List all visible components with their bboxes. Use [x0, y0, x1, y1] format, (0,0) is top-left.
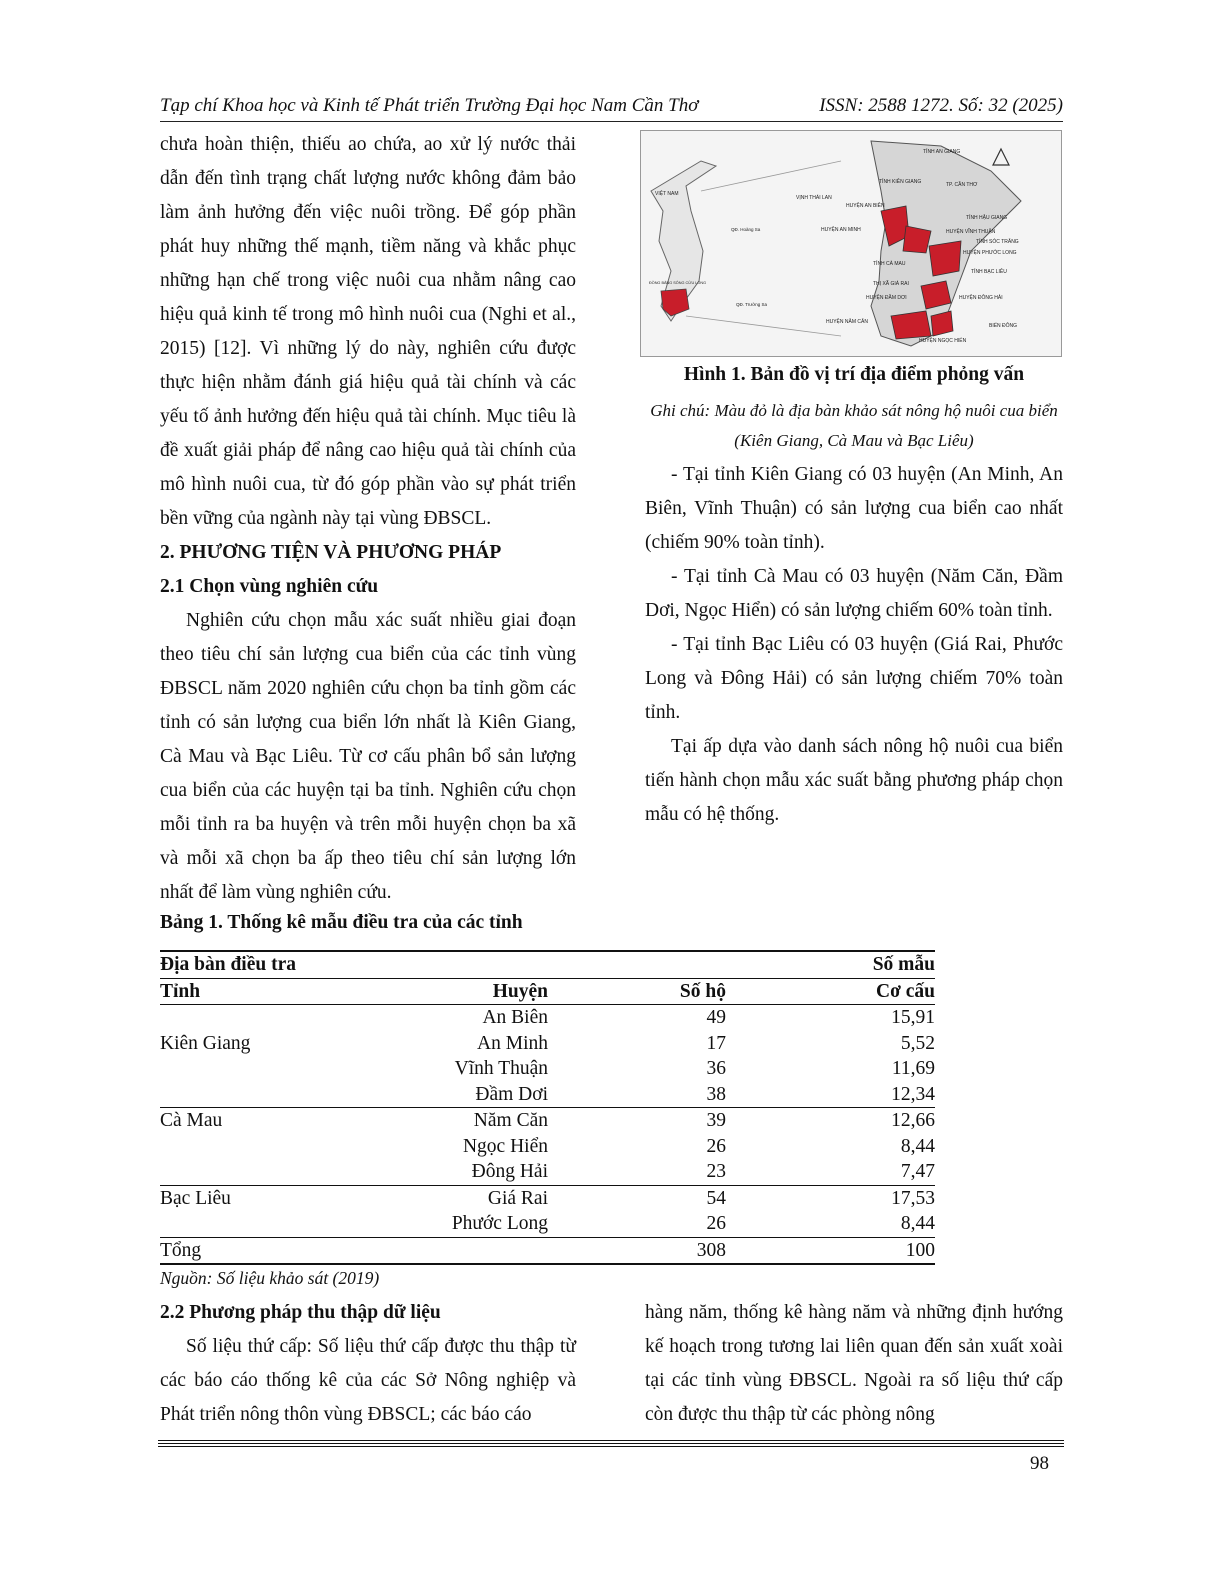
label-gia-rai: THỊ XÃ GIÁ RAI — [873, 281, 909, 287]
header-district: Huyện — [360, 978, 548, 1005]
study-area-map — [640, 130, 1062, 357]
table-total-row — [160, 1237, 935, 1264]
cell-district: An Minh — [477, 1032, 548, 1054]
cell-households: 54 — [548, 1185, 726, 1211]
label-truong-sa: QĐ. Trường Sa — [736, 302, 767, 307]
sampling-paragraph: Tại ấp dựa vào danh sách nông hộ nuôi cua biển tiến hành chọn mẫu xác suất bằng phương pháp chọn mẫu có hệ thống. — [645, 736, 1063, 825]
cell-district: Ngọc Hiển — [462, 1135, 548, 1157]
cell-province: Bạc Liêu — [160, 1185, 360, 1211]
section-2-1-heading: 2.1 Chọn vùng nghiên cứu — [160, 576, 379, 597]
cell-households: 36 — [706, 1058, 726, 1080]
cell-district: Vĩnh Thuận — [454, 1058, 548, 1080]
header-share: Cơ cấu — [726, 978, 935, 1005]
section-2-2-heading: 2.2 Phương pháp thu thập dữ liệu — [160, 1302, 441, 1323]
label-bac-lieu: TỈNH BẠC LIÊU — [971, 269, 1007, 275]
section-2-2-paragraph-right: hàng năm, thống kê hàng năm và những định hướng kế hoạch trong tương lai liên quan đến sản xuất xoài tại các tỉnh vùng ĐBSCL. Ngoài ra số liệu thứ cấp còn được thu thập từ các phòng nông — [645, 1302, 1063, 1425]
sample-table — [160, 950, 935, 1265]
cell-province: Kiên Giang — [160, 1032, 251, 1054]
label-an-minh: HUYỆN AN MINH — [821, 227, 861, 233]
label-soc-trang: TỈNH SÓC TRĂNG — [976, 239, 1019, 245]
figure-caption: Hình 1. Bản đồ vị trí địa điểm phỏng vấn — [683, 364, 1025, 385]
label-dbscl: ĐỒNG BẰNG SÔNG CỬU LONG — [649, 281, 707, 285]
section-2-2-right — [645, 1296, 1063, 1432]
label-kien-giang: TỈNH KIÊN GIANG — [879, 179, 922, 185]
bullet-kien-giang: - Tại tỉnh Kiên Giang có 03 huyện (An Minh, An Biên, Vĩnh Thuận) có sản lượng cua biển cao nhất (chiếm 90% toàn tỉnh). — [645, 464, 1063, 553]
section-2-2-paragraph-left: Số liệu thứ cấp: Số liệu thứ cấp được thu thập từ các báo cáo thống kê của các Sở Nông nghiệp và Phát triển nông thôn vùng ĐBSCL; các báo cáo — [160, 1336, 576, 1425]
cell-share: 12,34 — [891, 1083, 935, 1105]
cell-share: 17,53 — [726, 1185, 935, 1211]
table-row — [160, 1056, 935, 1082]
issn: ISSN: 2588 1272. Số: 32 (2025) — [819, 95, 1063, 116]
section-2-2-left — [160, 1296, 576, 1432]
cell-district: Năm Căn — [360, 1108, 548, 1134]
cell-district: Phước Long — [451, 1213, 548, 1235]
header-households: Số hộ — [548, 978, 726, 1005]
label-vinh-thuan: HUYỆN VĨNH THUẬN — [946, 229, 996, 235]
label-ca-mau: TỈNH CÀ MAU — [873, 261, 906, 267]
table-header-row-2 — [160, 978, 935, 1005]
cell-share: 8,44 — [900, 1135, 935, 1157]
cell-share: 11,69 — [891, 1058, 935, 1080]
label-viet-nam: VIỆT NAM — [655, 191, 679, 197]
section-2-1-paragraph: Nghiên cứu chọn mẫu xác suất nhiều giai đoạn theo tiêu chí sản lượng cua biển của các tỉnh vùng ĐBSCL năm 2020 nghiên cứu chọn ba tỉnh gồm các tỉnh có sản lượng cua biển lớn nhất là Kiên Giang, Cà Mau và Bạc Liêu. Từ cơ cấu phân bổ sản lượng cua biển của các huyện tại ba tỉnh. Nghiên cứu chọn mỗi tỉnh ra ba huyện và trên mỗi huyện chọn ba xã và mỗi xã chọn ba ấp theo tiêu chí sản lượng lớn nhất để làm vùng nghiên cứu. — [160, 610, 576, 903]
section-2-heading: 2. PHƯƠNG TIỆN VÀ PHƯƠNG PHÁP — [160, 542, 502, 563]
journal-title: Tạp chí Khoa học và Kinh tế Phát triển Trường Đại học Nam Cần Thơ — [160, 95, 699, 116]
cell-households: 39 — [548, 1108, 726, 1134]
cell-households: 49 — [548, 1005, 726, 1031]
label-bien-dong: BIỂN ĐÔNG — [989, 323, 1018, 329]
cell-province — [160, 1056, 360, 1082]
north-arrow-icon — [993, 149, 1009, 165]
header-sample: Số mẫu — [726, 951, 935, 978]
label-dong-hai: HUYỆN ĐÔNG HẢI — [959, 295, 1003, 301]
table-header-row-1 — [160, 951, 935, 978]
table-row — [160, 1005, 935, 1031]
table-source: Nguồn: Số liệu khảo sát (2019) — [160, 1268, 380, 1288]
cell-province — [160, 1159, 360, 1185]
page-number: 98 — [1030, 1453, 1049, 1474]
table-row — [160, 1185, 935, 1211]
footer-rule — [158, 1440, 1064, 1447]
cell-share: 8,44 — [900, 1213, 935, 1235]
label-hau-giang: TỈNH HẬU GIANG — [966, 215, 1008, 221]
table-title: Bảng 1. Thống kê mẫu điều tra của các tỉnh — [160, 912, 523, 933]
bullet-ca-mau: - Tại tỉnh Cà Mau có 03 huyện (Năm Căn, Đầm Dơi, Ngọc Hiển) có sản lượng chiếm 60% toàn tỉnh. — [645, 566, 1063, 621]
page-header — [160, 95, 1063, 122]
label-hoang-sa: QĐ. Hoàng Sa — [731, 227, 761, 232]
intro-paragraph: chưa hoàn thiện, thiếu ao chứa, ao xử lý nước thải dẫn đến tình trạng chất lượng nước không đảm bảo làm ảnh hưởng đến việc nuôi trồng. Để góp phần phát huy những thế mạnh, tiềm năng và khắc phục những hạn chế trong việc nuôi cua nhằm nâng cao hiệu quả kinh tế trong mô hình nuôi cua (Nghi et al., 2015) [12]. Vì những lý do này, nghiên cứu được thực hiện nhằm đánh giá hiệu quả tài chính và các yếu tố ảnh hưởng đến hiệu quả tài chính. Mục tiêu là đề xuất giải pháp để nâng cao hiệu quả tài chính của mô hình nuôi cua, từ đó góp phần vào sự phát triển bền vững của ngành này tại vùng ĐBSCL. — [160, 134, 576, 529]
cell-households: 26 — [706, 1213, 726, 1235]
label-ngoc-hien: HUYỆN NGỌC HIỂN — [919, 338, 967, 344]
table-row — [160, 1082, 935, 1108]
table-row — [160, 1031, 935, 1057]
cell-share: 15,91 — [726, 1005, 935, 1031]
cell-share: 7,47 — [900, 1161, 935, 1183]
cell-district: Đầm Dơi — [475, 1083, 548, 1105]
table-row — [160, 1108, 935, 1134]
right-column — [645, 458, 1063, 832]
cell-total-label: Tổng — [160, 1237, 360, 1264]
cell-province — [160, 1082, 360, 1108]
cell-province — [160, 1211, 360, 1237]
label-phuoc-long: HUYỆN PHƯỚC LONG — [963, 250, 1017, 256]
table-row — [160, 1134, 935, 1160]
label-vinh-thai-lan: VỊNH THÁI LAN — [796, 195, 832, 201]
cell-share: 12,66 — [726, 1108, 935, 1134]
label-can-tho: TP. CẦN THƠ — [946, 182, 978, 188]
cell-district: An Biên — [360, 1005, 548, 1031]
map-graphic — [641, 131, 1061, 356]
left-column — [160, 128, 576, 910]
table-row — [160, 1211, 935, 1237]
cell-province — [160, 1005, 360, 1031]
label-an-bien: HUYỆN AN BIÊN — [846, 203, 885, 209]
figure-note: Ghi chú: Màu đỏ là địa bàn khảo sát nông hộ nuôi cua biển (Kiên Giang, Cà Mau và Bạc Liêu) — [650, 401, 1058, 450]
bullet-bac-lieu: - Tại tỉnh Bạc Liêu có 03 huyện (Giá Rai, Phước Long và Đông Hải) có sản lượng chiếm 70% toàn tỉnh. — [645, 634, 1063, 723]
cell-district: Giá Rai — [360, 1185, 548, 1211]
table-row — [160, 1159, 935, 1185]
cell-households: 38 — [706, 1083, 726, 1105]
cell-district: Đông Hải — [471, 1161, 548, 1183]
cell-share: 5,52 — [900, 1032, 935, 1054]
header-area: Địa bàn điều tra — [160, 951, 548, 978]
cell-households: 23 — [706, 1161, 726, 1183]
label-dam-doi: HUYỆN ĐẦM DƠI — [866, 295, 907, 301]
cell-province — [160, 1134, 360, 1160]
cell-province: Cà Mau — [160, 1108, 360, 1134]
cell-total-share: 100 — [726, 1237, 935, 1264]
cell-households: 17 — [706, 1032, 726, 1054]
cell-total-households: 308 — [548, 1237, 726, 1264]
label-an-giang: TỈNH AN GIANG — [923, 149, 961, 155]
label-nam-can: HUYỆN NĂM CĂN — [826, 319, 868, 325]
cell-households: 26 — [706, 1135, 726, 1157]
header-province: Tỉnh — [160, 978, 360, 1005]
